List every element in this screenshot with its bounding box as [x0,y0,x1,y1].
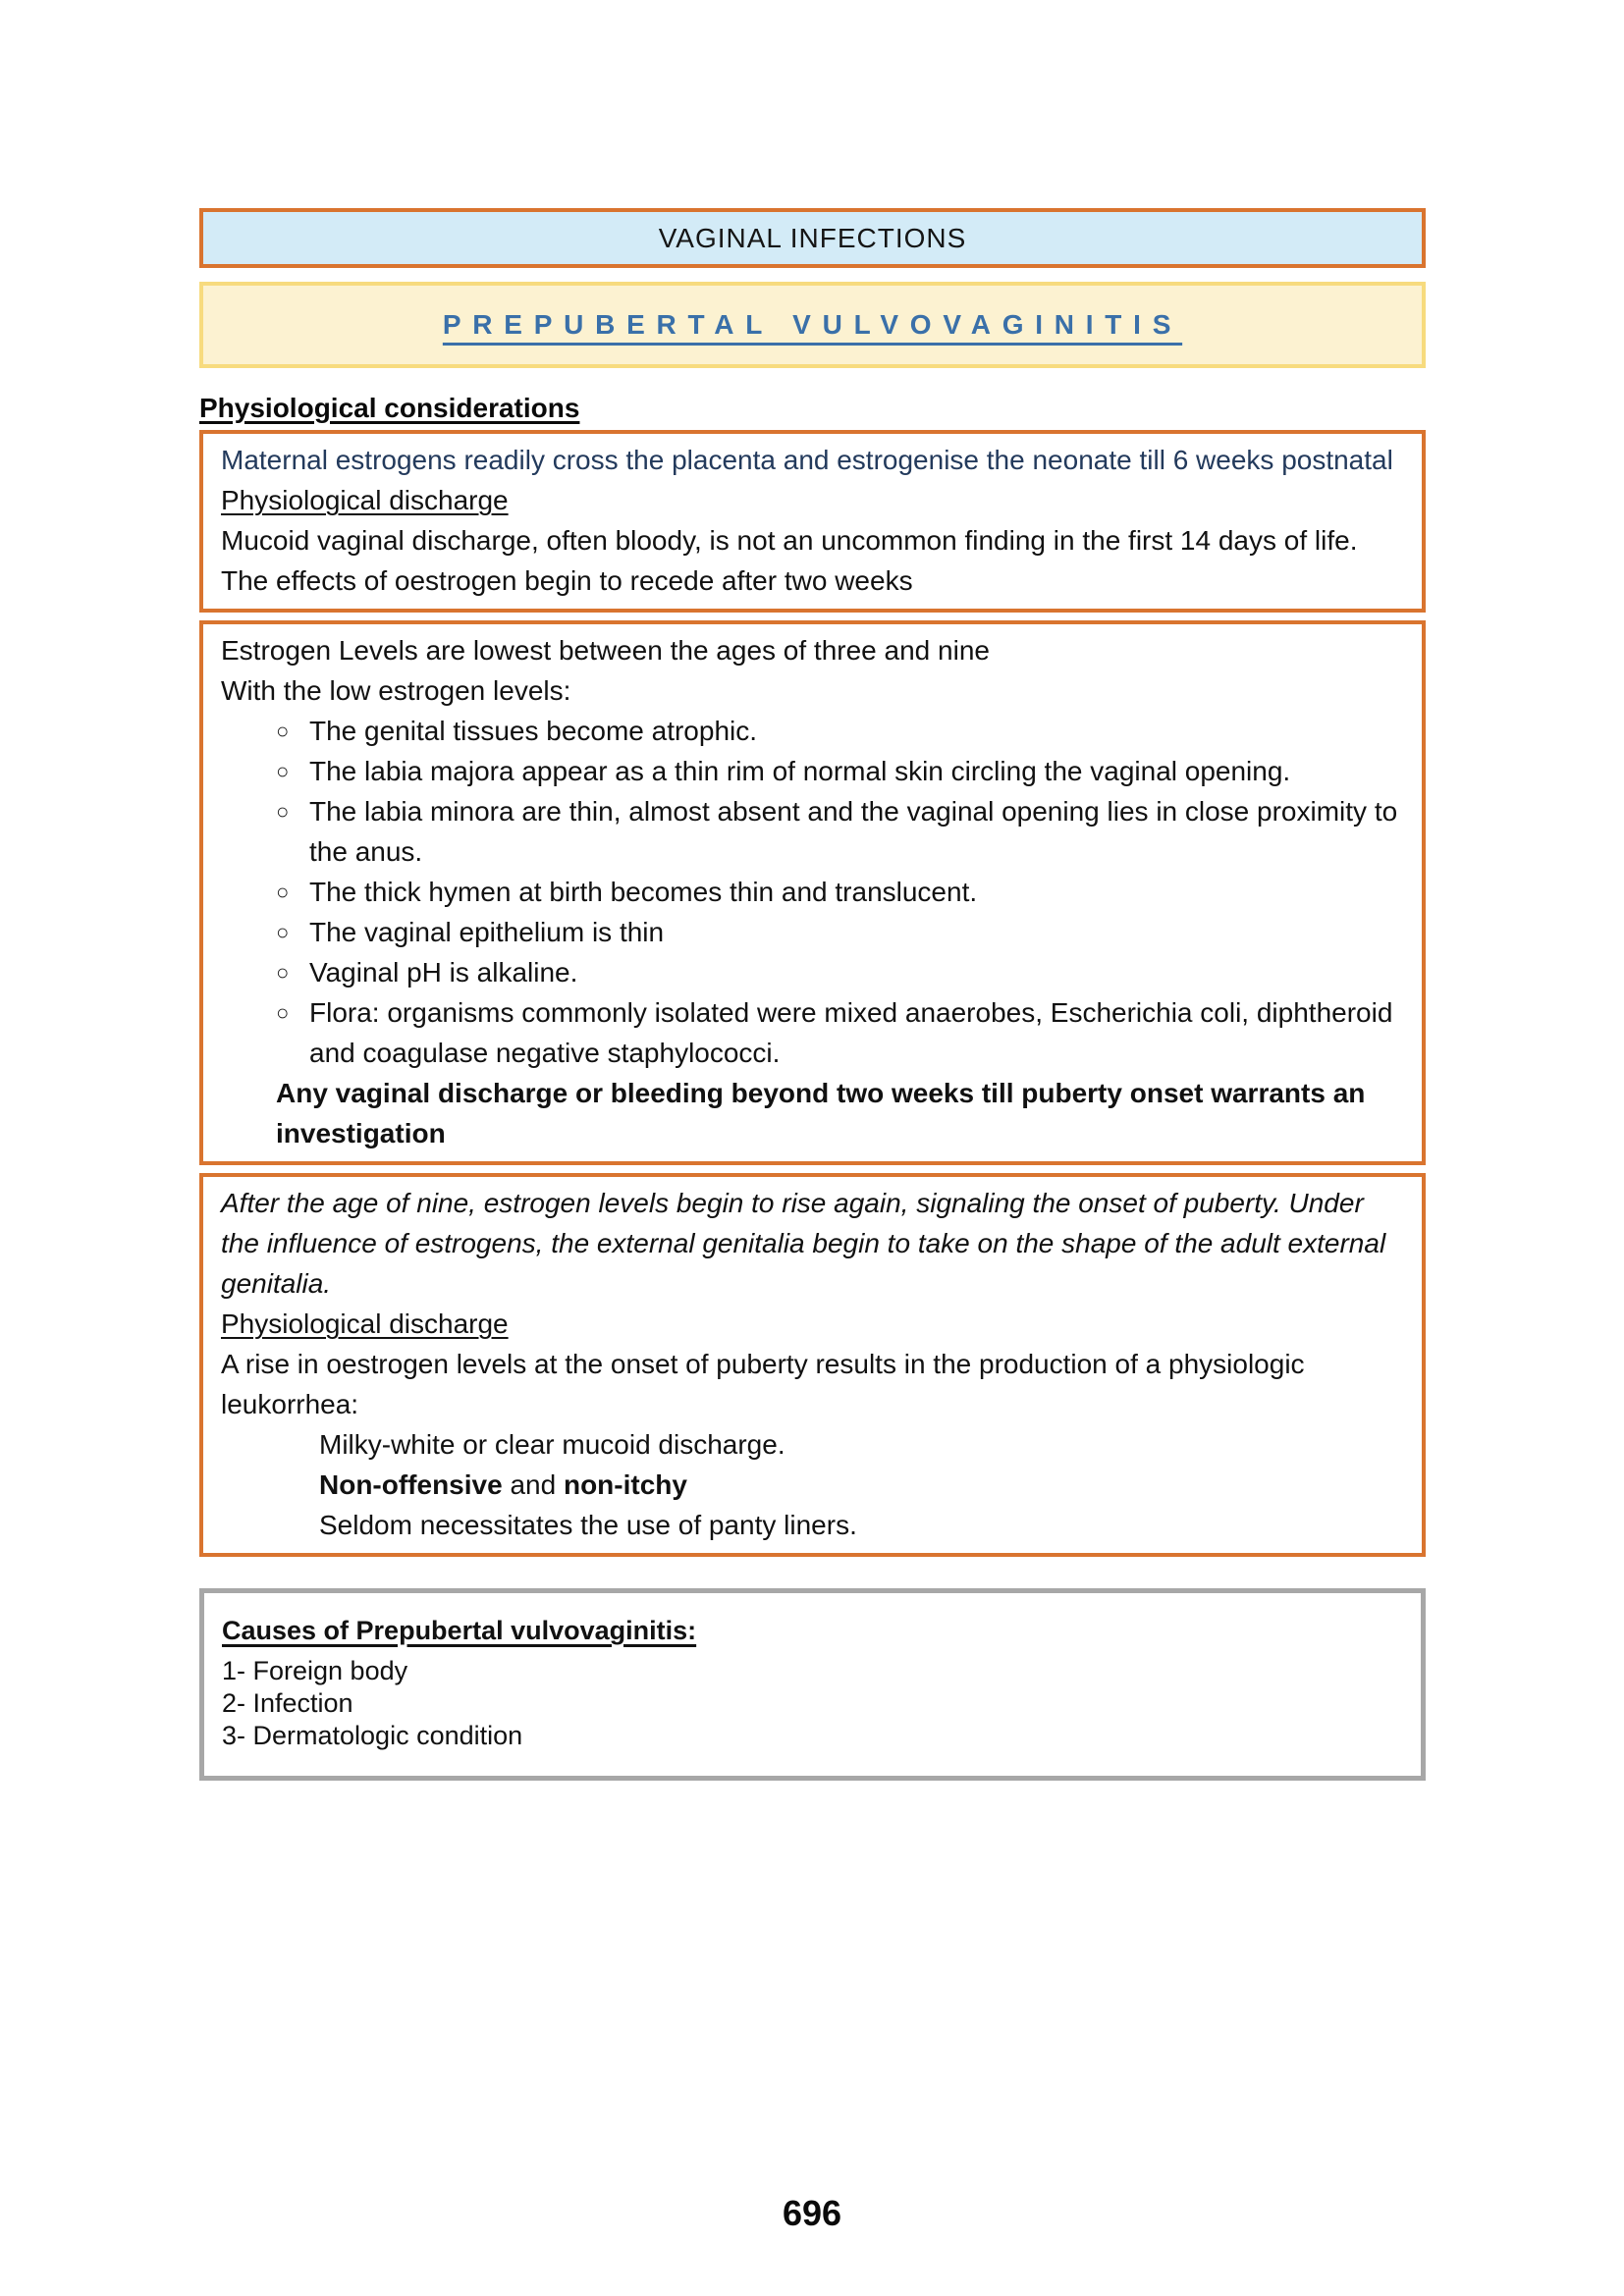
main-title-box [199,208,1426,268]
circle-bullet-icon: ○ [276,880,290,904]
neonatal-estrogen-box [199,430,1426,613]
section-heading-physiological-considerations: Physiological considerations [199,393,580,423]
list-item [276,872,1404,912]
list-item-text: The labia minora are thin, almost absent and the vaginal opening lies in close proximity to the anus. [309,796,1398,867]
topic-title-box [199,282,1426,368]
list-item-text: The genital tissues become atrophic. [309,716,758,746]
list-item-text: Vaginal pH is alkaline. [309,957,578,988]
list-item [276,791,1404,872]
mucoid-discharge-paragraph: Mucoid vaginal discharge, often bloody, is not an uncommon finding in the first 14 days of life. The effects of oestrogen begin to recede after two weeks [221,525,1358,596]
puberty-italic-paragraph: After the age of nine, estrogen levels begin to rise again, signaling the onset of puberty. Under the influence of estrogens, the external genitalia begin to take on the shape of the adult external genitalia. [221,1188,1386,1299]
causes-heading: Causes of Prepubertal vulvovaginitis: [222,1616,697,1645]
list-item [276,912,1404,952]
physiological-discharge-subheading-1: Physiological discharge [221,485,509,515]
bold-term: Non-offensive [319,1469,503,1500]
list-item-text: Flora: organisms commonly isolated were mixed anaerobes, Escherichia coli, diphtheroid and coagulase negative staphylococci. [309,997,1393,1068]
list-item-text: The vaginal epithelium is thin [309,917,665,947]
warning-statement: Any vaginal discharge or bleeding beyond two weeks till puberty onset warrants an investigation [276,1078,1366,1148]
circle-bullet-icon: ○ [276,759,290,783]
discharge-feature-line: Seldom necessitates the use of panty liners. [319,1510,857,1540]
list-item [276,952,1404,992]
circle-bullet-icon: ○ [276,920,290,944]
page-number: 696 [782,2193,842,2233]
puberty-onset-box [199,1173,1426,1557]
neonatal-paragraph: Maternal estrogens readily cross the placenta and estrogenise the neonate till 6 weeks postnatal [221,445,1393,475]
low-estrogen-box [199,620,1426,1165]
low-estrogen-intro-line: With the low estrogen levels: [221,675,571,706]
list-item [276,711,1404,751]
bold-term: non-itchy [563,1469,687,1500]
page-content [199,208,1426,1781]
leukorrhea-paragraph: A rise in oestrogen levels at the onset of puberty results in the production of a physiologic leukorrhea: [221,1349,1305,1419]
discharge-feature-line [319,1465,1404,1505]
main-title: VAGINAL INFECTIONS [658,222,967,253]
list-item-text: The labia majora appear as a thin rim of normal skin circling the vaginal opening. [309,756,1291,786]
circle-bullet-icon: ○ [276,799,290,824]
list-item [276,751,1404,791]
topic-title: PREPUBERTAL VULVOVAGINITIS [442,309,1183,340]
circle-bullet-icon: ○ [276,719,290,743]
discharge-feature-line: Milky-white or clear mucoid discharge. [319,1429,785,1460]
cause-item: 3- Dermatologic condition [222,1721,523,1750]
circle-bullet-icon: ○ [276,960,290,985]
causes-box [199,1588,1426,1781]
estrogen-lowest-line: Estrogen Levels are lowest between the ages of three and nine [221,635,990,666]
list-item [276,992,1404,1073]
connector-text: and [502,1469,564,1500]
cause-item: 1- Foreign body [222,1656,408,1685]
circle-bullet-icon: ○ [276,1000,290,1025]
list-item-text: The thick hymen at birth becomes thin and translucent. [309,877,978,907]
cause-item: 2- Infection [222,1688,353,1718]
physiological-discharge-subheading-2: Physiological discharge [221,1308,509,1339]
